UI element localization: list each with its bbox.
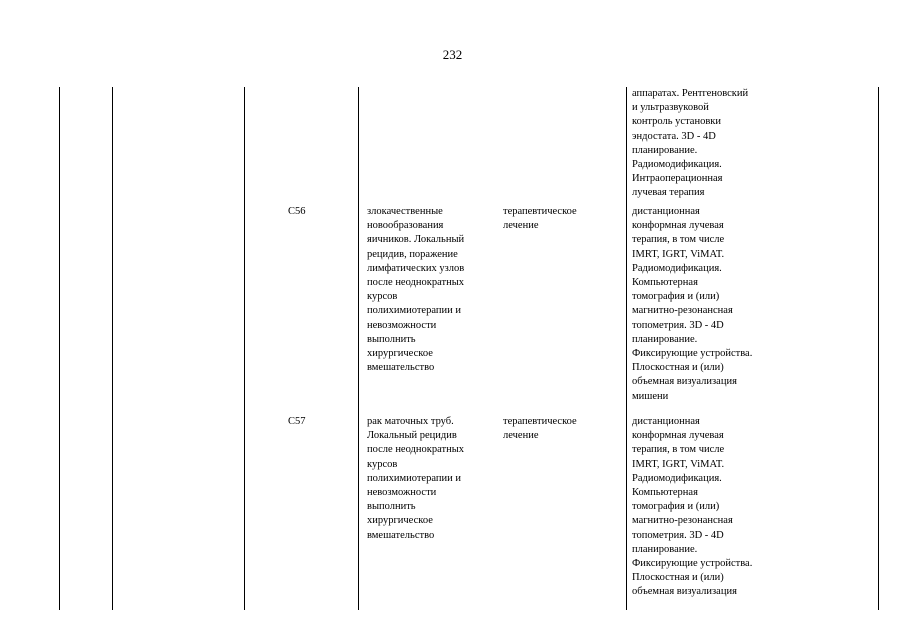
diagnosis-cell: злокачественные новообразования яичников. Локальный рецидив, поражение лимфатических узлов после неоднократных курсов полихимиотерапии и невозможности выполнить хирургическое вмешательство: [367, 206, 465, 374]
column-divider: [112, 87, 113, 610]
column-divider: [878, 87, 879, 610]
page-number: 232: [442, 47, 463, 62]
diagnosis-cell: рак маточных труб. Локальный рецидив после неоднократных курсов полихимиотерапии и невозможности выполнить хирургическое вмешательство: [367, 416, 465, 541]
treatment-cell: терапевтическое лечение: [503, 416, 577, 442]
method-cell: дистанционная конформная лучевая терапия, в том числе IMRT, IGRT, ViMAT. Радиомодификация. Компьютерная томография и (или) магнитно-резонансная топометрия. 3D - 4D планирование. Фиксирующие устройства. Плоскостная и (или) объемная визуализация: [632, 416, 753, 598]
column-divider: [244, 87, 245, 610]
column-divider: [59, 87, 60, 610]
method-cell: аппаратах. Рентгеновский и ультразвуковой контроль установки эндостата. 3D - 4D планирование. Радиомодификация. Интраоперационная лучевая терапия: [632, 88, 749, 199]
column-divider: [358, 87, 359, 610]
code-cell: C56: [288, 206, 306, 217]
code-cell: C57: [288, 416, 306, 427]
column-divider: [626, 87, 627, 610]
treatment-cell: терапевтическое лечение: [503, 206, 577, 232]
method-cell: дистанционная конформная лучевая терапия, в том числе IMRT, IGRT, ViMAT. Радиомодификация. Компьютерная томография и (или) магнитно-резонансная топометрия. 3D - 4D планирование. Фиксирующие устройства. Плоскостная и (или) объемная визуализация мишени: [632, 206, 753, 402]
